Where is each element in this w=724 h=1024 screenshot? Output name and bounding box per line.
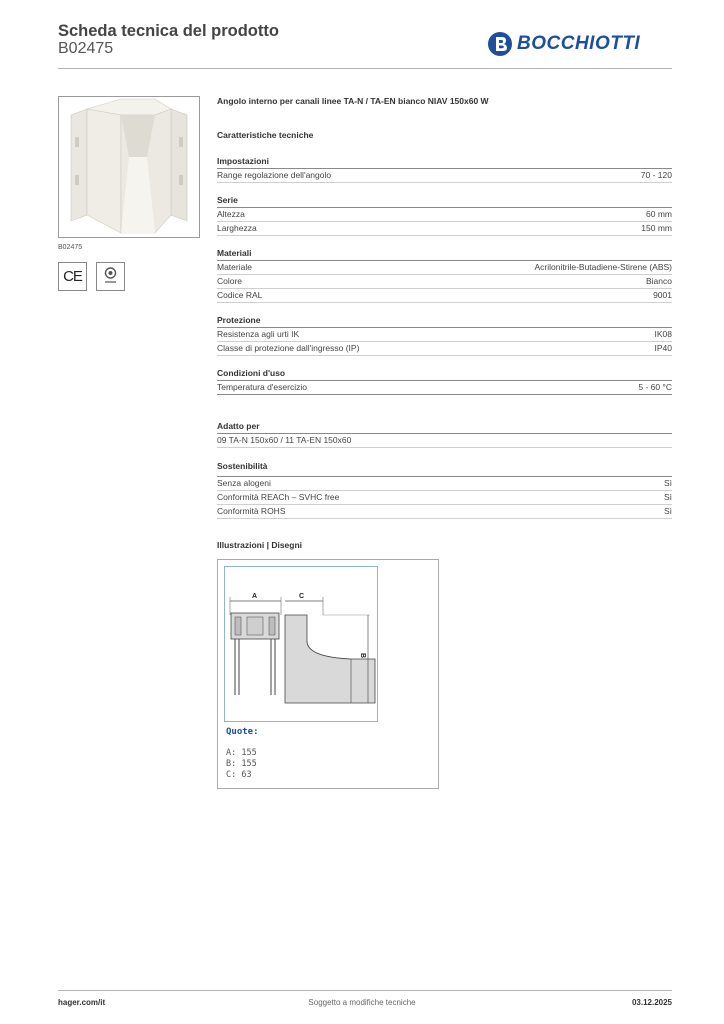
bocchiotti-logo-icon [487, 31, 513, 57]
technical-drawing [217, 559, 439, 789]
dim-label-c: C [299, 593, 305, 600]
spec-row: Altezza 60 mm [217, 208, 672, 222]
product-image-caption: B02475 [58, 244, 83, 251]
spec-row: Senza alogeni Sì [217, 477, 672, 491]
imq-mark-icon [96, 262, 125, 291]
ce-mark-icon [58, 262, 87, 291]
spec-row: Materiale Acrilonitrile-Butadiene-Stirene (ABS) [217, 261, 672, 275]
quote-a: A: 155 [226, 748, 257, 758]
section-title-sostenibilita: Sostenibilità [217, 461, 268, 471]
brand-name: BOCCHIOTTI [517, 33, 641, 54]
footer-website: hager.com/it [58, 998, 106, 1007]
spec-row: Larghezza 150 mm [217, 222, 672, 236]
dimension-drawing [225, 567, 377, 721]
footer-divider [58, 990, 672, 991]
footer-disclaimer: Soggetto a modifiche tecniche [308, 998, 416, 1007]
header-divider [58, 68, 672, 69]
section-title-serie: Serie [217, 195, 238, 205]
product-code: B02475 [58, 40, 114, 57]
section-title-protezione: Protezione [217, 315, 261, 325]
spec-row: Conformità REACh – SVHC free Sì [217, 491, 672, 505]
spec-row: 09 TA-N 150x60 / 11 TA-EN 150x60 [217, 434, 672, 448]
quote-b: B: 155 [226, 759, 257, 769]
section-title-condizioni: Condizioni d'uso [217, 368, 286, 378]
brand-logo [487, 30, 640, 58]
section-title-illustrazioni: Illustrazioni | Disegni [217, 540, 303, 550]
spec-row: Classe di protezione dall'ingresso (IP) IP40 [217, 342, 672, 356]
product-description: Angolo interno per canali linee TA-N / TA-EN bianco NIAV 150x60 W [217, 96, 489, 106]
spec-row: Temperatura d'esercizio 5 - 60 °C [217, 381, 672, 395]
dim-label-a: A [252, 593, 258, 600]
footer-date: 03.12.2025 [631, 998, 672, 1007]
page-title: Scheda tecnica del prodotto [58, 22, 279, 40]
spec-row: Codice RAL 9001 [217, 289, 672, 303]
section-title-adatto: Adatto per [217, 421, 260, 431]
spec-row: Resistenza agli urti IK IK08 [217, 328, 672, 342]
section-title-materiali: Materiali [217, 248, 252, 258]
quote-c: C: 63 [226, 770, 252, 780]
ce-label: CE [63, 268, 82, 285]
spec-row: Colore Bianco [217, 275, 672, 289]
quote-title: Quote: [226, 727, 259, 737]
section-title-impostazioni: Impostazioni [217, 156, 269, 166]
corner-fitting-icon [59, 97, 199, 237]
specs-title: Caratteristiche tecniche [217, 130, 314, 140]
spec-row: Range regolazione dell'angolo 70 - 120 [217, 169, 672, 183]
spec-row: Conformità ROHS Sì [217, 505, 672, 519]
product-image [58, 96, 200, 238]
drawing-frame [224, 566, 378, 722]
dim-label-b: B [359, 653, 366, 659]
